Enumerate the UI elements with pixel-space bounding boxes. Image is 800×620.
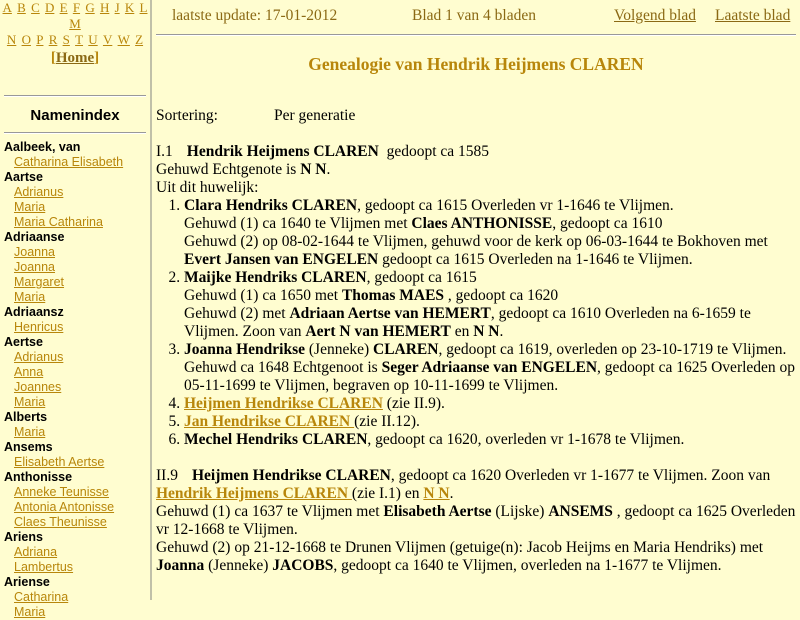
home-link[interactable]: Home — [55, 50, 95, 66]
main-frame — [152, 0, 800, 600]
spouse-name: Seger Adriaanse van ENGELEN — [381, 359, 598, 376]
cross-reference: (zie I.1) en — [351, 485, 424, 502]
entry-heading — [156, 143, 800, 161]
letter-link-w[interactable]: W — [117, 32, 130, 47]
name-link[interactable]: Joanna — [14, 260, 56, 274]
child-name: Clara Hendriks CLAREN — [184, 197, 358, 214]
marriage-text: Gehuwd (1) ca 1640 te Vlijmen met — [184, 215, 412, 232]
letter-link-n[interactable]: N — [6, 32, 17, 47]
marriage-line: Gehuwd Echtgenote is N N. — [156, 161, 331, 178]
list-item — [4, 320, 150, 335]
letter-link-r[interactable]: R — [48, 32, 58, 47]
left-frame — [0, 0, 152, 619]
name-link[interactable]: Adriana — [14, 545, 58, 559]
list-item — [4, 380, 150, 395]
divider — [4, 132, 146, 134]
marriage-text: Gehuwd (1) ca 1637 te Vlijmen met — [156, 503, 384, 520]
letter-link-d[interactable]: D — [44, 0, 55, 15]
last-page-link[interactable]: Laatste blad — [715, 7, 791, 24]
letter-link-h[interactable]: H — [99, 0, 110, 15]
name-link[interactable]: Maria Catharina — [14, 215, 103, 229]
conjunction: en — [450, 323, 474, 340]
name-link[interactable]: Joanna — [14, 245, 56, 259]
child-info: , gedoopt ca 1615 — [366, 269, 477, 286]
nickname: (Jenneke) — [204, 557, 273, 574]
list-item — [4, 215, 150, 230]
marriage-text: Gehuwd ca 1648 Echtgenoot is — [184, 359, 382, 376]
list-item — [4, 515, 150, 530]
list-item — [4, 245, 150, 260]
home-link-wrap: [Home] — [50, 50, 100, 66]
marriage-line — [156, 503, 800, 539]
sorting-label: Sortering: — [156, 107, 218, 124]
surname-heading: Adriaanse — [4, 230, 65, 244]
name-link[interactable]: Lambertus — [14, 560, 74, 574]
spouse-surname: JACOBS — [272, 557, 334, 574]
name-link[interactable]: Maria — [14, 425, 46, 439]
list-item — [4, 560, 150, 575]
name-link[interactable]: Catharina — [14, 590, 69, 604]
name-link[interactable]: Elisabeth Aertse — [14, 455, 105, 469]
letter-link-t[interactable]: T — [75, 32, 84, 47]
marriage-text: Gehuwd Echtgenote is — [156, 161, 301, 178]
name-index-title: Namenindex — [30, 107, 120, 124]
top-navigation — [152, 0, 800, 34]
name-link[interactable]: Maria — [14, 200, 46, 214]
letter-link-c[interactable]: C — [31, 0, 40, 15]
entry-id: I.1 — [156, 143, 173, 160]
name-link[interactable]: Maria — [14, 605, 46, 619]
marriage-text: Gehuwd (1) ca 1650 met — [184, 287, 342, 304]
spouse-info: , gedoopt ca 1620 — [444, 287, 559, 304]
list-item — [4, 500, 150, 515]
spouse-info: , gedoopt ca 1640 te Vlijmen, overleden na 1-1677 te Vlijmen. — [333, 557, 722, 574]
letter-link-a[interactable]: A — [2, 0, 12, 15]
cross-reference: (zie II.9). — [382, 395, 445, 412]
child-name: Maijke Hendriks CLAREN — [184, 269, 367, 286]
list-item — [4, 395, 150, 410]
surname-heading: Ansems — [4, 440, 53, 454]
surname-heading: Aartse — [4, 170, 43, 184]
child-link[interactable]: Heijmen Hendrikse CLAREN — [184, 395, 383, 412]
sorting-line — [156, 107, 800, 125]
father-link[interactable]: Hendrik Heijmens CLAREN — [156, 485, 352, 502]
list-item — [4, 290, 150, 305]
children-heading: Uit dit huwelijk: — [156, 179, 259, 196]
list-item — [4, 185, 150, 200]
child-name: Joanna Hendrikse — [184, 341, 306, 358]
alphabet-index — [0, 0, 150, 48]
name-link[interactable]: Anna — [14, 365, 44, 379]
spouse-name: Adriaan Aertse van HEMERT — [289, 305, 491, 322]
list-item — [4, 275, 150, 290]
child-info: , gedoopt ca 1619, overleden op 23-10-1719 te Vlijmen. — [438, 341, 787, 358]
list-item — [4, 200, 150, 215]
name-index-list — [0, 140, 150, 620]
name-link[interactable]: Adrianus — [14, 350, 64, 364]
letter-link-f[interactable]: F — [72, 0, 81, 15]
surname-heading: Alberts — [4, 410, 48, 424]
punctuation: . — [449, 485, 454, 502]
letter-link-g[interactable]: G — [85, 0, 95, 15]
list-item — [4, 155, 150, 170]
child-info: , gedoopt ca 1615 Overleden vr 1-1646 te Vlijmen. — [357, 197, 674, 214]
marriage-line — [156, 557, 800, 575]
list-item — [4, 260, 150, 275]
person-info: , gedoopt ca 1620 Overleden vr 1-1677 te Vlijmen. Zoon van — [390, 467, 771, 484]
spouse-name: N N — [300, 161, 327, 178]
list-item — [4, 425, 150, 440]
letter-link-b[interactable]: B — [17, 0, 26, 15]
letter-link-o[interactable]: O — [21, 32, 31, 47]
list-item — [184, 341, 800, 395]
list-item — [184, 413, 800, 431]
alphabet-row-1 — [0, 0, 150, 32]
letter-link-v[interactable]: V — [102, 32, 113, 47]
surname-heading: Aalbeek, van — [4, 140, 81, 154]
list-item — [184, 269, 800, 341]
person-name: Heijmen Hendrikse CLAREN — [191, 467, 391, 484]
list-item — [4, 590, 150, 605]
spouse-name: Thomas MAES — [341, 287, 445, 304]
alphabet-row-2 — [0, 32, 150, 48]
page-indicator: Blad 1 van 4 bladen — [412, 7, 536, 24]
letter-link-e[interactable]: E — [59, 0, 68, 15]
mother-link[interactable]: N N — [423, 485, 450, 502]
letter-link-j[interactable]: J — [114, 0, 120, 15]
nickname: (Lijske) — [491, 503, 549, 520]
spouse-info: , gedoopt ca 1610 — [552, 215, 663, 232]
spouse-name: Joanna — [156, 557, 205, 574]
name-link[interactable]: Antonia Antonisse — [14, 500, 115, 514]
list-item — [4, 455, 150, 470]
letter-link-k[interactable]: K — [124, 0, 135, 15]
letter-link-s[interactable]: S — [62, 32, 70, 47]
list-item — [4, 605, 150, 620]
cross-reference: (zie II.12). — [354, 413, 420, 430]
birth-info: gedoopt ca 1585 — [386, 143, 490, 160]
surname-heading: Ariense — [4, 575, 50, 589]
spouse-info: gedoopt ca 1615 Overleden na 1-1646 te Vlijmen. — [378, 251, 693, 268]
spouse-surname: ANSEMS — [548, 503, 613, 520]
child-link[interactable]: Jan Hendrikse CLAREN — [184, 413, 355, 430]
entry-heading — [156, 467, 800, 503]
list-item — [4, 485, 150, 500]
last-update: laatste update: 17-01-2012 — [172, 7, 338, 24]
list-item — [184, 197, 800, 269]
letter-link-u[interactable]: U — [88, 32, 98, 47]
spouse-name: Claes ANTHONISSE — [411, 215, 553, 232]
spouse-info: , gedoopt ca 1610 Overleden na 6-1659 te Vlijmen. Zoon van — [184, 305, 751, 340]
child-surname: CLAREN — [373, 341, 439, 358]
name-link[interactable]: Adrianus — [14, 185, 64, 199]
name-link[interactable]: Maria — [14, 290, 46, 304]
next-page-link[interactable]: Volgend blad — [614, 7, 696, 24]
marriage-text: Gehuwd (2) met — [184, 305, 290, 322]
spouse-info: , gedoopt ca 1625 Overleden vr 12-1668 te Vlijmen. — [156, 503, 796, 538]
child-info: , gedoopt ca 1620, overleden vr 1-1678 te Vlijmen. — [367, 431, 685, 448]
genealogy-content — [152, 107, 800, 575]
parent-name: Aert N van HEMERT — [305, 323, 451, 340]
letter-link-m[interactable]: M — [69, 16, 81, 31]
name-link[interactable]: Joannes — [14, 380, 62, 394]
spouse-info: , gedoopt ca 1625 Overleden op 05-11-1699 te Vlijmen, begraven op 10-11-1699 te Vlijmen. — [184, 359, 796, 394]
list-item — [4, 350, 150, 365]
sorting-value: Per generatie — [274, 107, 356, 124]
entry-id: II.9 — [156, 467, 178, 484]
list-item — [4, 545, 150, 560]
person-name: Hendrik Heijmens CLAREN — [186, 143, 379, 160]
page-title: Genealogie van Hendrik Heijmens CLAREN — [308, 54, 644, 74]
letter-link-z[interactable]: Z — [135, 32, 144, 47]
divider — [4, 95, 146, 97]
surname-heading: Ariens — [4, 530, 43, 544]
name-link[interactable]: Margaret — [14, 275, 65, 289]
letter-link-l[interactable]: L — [139, 0, 148, 15]
divider — [156, 34, 796, 36]
name-link[interactable]: Maria — [14, 395, 46, 409]
list-item — [184, 395, 800, 413]
list-item — [4, 365, 150, 380]
nickname: (Jenneke) — [305, 341, 374, 358]
name-link[interactable]: Claes Theunisse — [14, 515, 107, 529]
surname-heading: Aertse — [4, 335, 43, 349]
surname-heading: Anthonisse — [4, 470, 73, 484]
marriage-line: Gehuwd (2) op 21-12-1668 te Drunen Vlijmen (getuige(n): Jacob Heijms en Maria Hendriks) met — [156, 539, 764, 556]
surname-heading: Adriaansz — [4, 305, 64, 319]
child-name: Mechel Hendriks CLAREN — [184, 431, 368, 448]
letter-link-p[interactable]: P — [36, 32, 44, 47]
name-link[interactable]: Henricus — [14, 320, 64, 334]
list-item — [184, 431, 800, 449]
spouse-name: Evert Jansen van ENGELEN — [184, 251, 379, 268]
name-link[interactable]: Catharina Elisabeth — [14, 155, 124, 169]
spouse-name: Elisabeth Aertse — [383, 503, 492, 520]
name-link[interactable]: Anneke Teunisse — [14, 485, 109, 499]
marriage-text: Gehuwd (2) op 08-02-1644 te Vlijmen, gehuwd voor de kerk op 06-03-1644 te Bokhoven met — [184, 233, 768, 250]
parent-name: N N — [473, 323, 500, 340]
punctuation: . — [499, 323, 504, 340]
children-list — [156, 197, 800, 449]
